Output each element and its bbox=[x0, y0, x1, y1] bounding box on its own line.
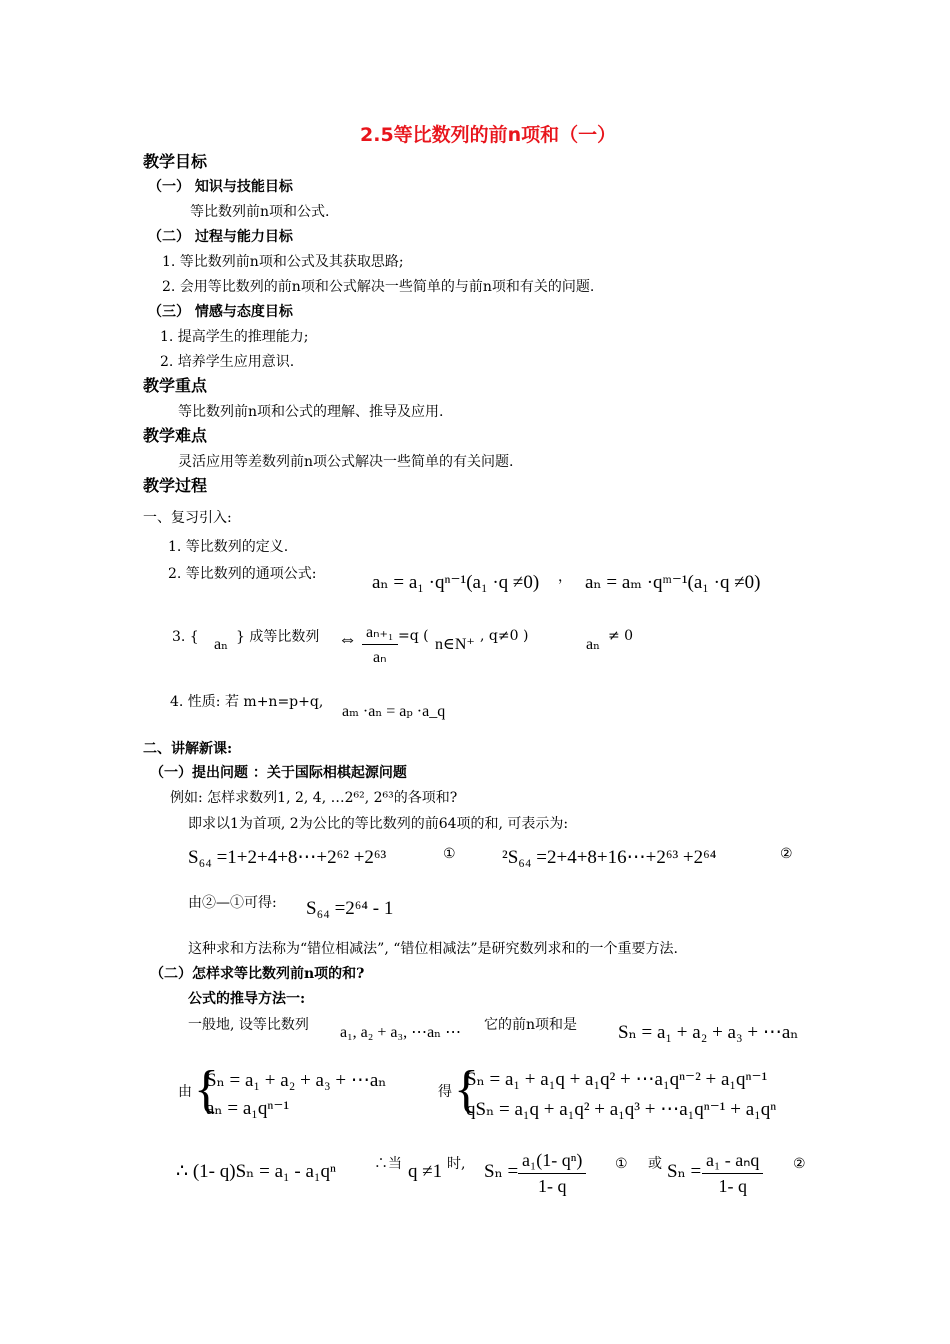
method-note: 这种求和方法称为“错位相减法”, “错位相减法”是研究数列求和的一个重要方法. bbox=[188, 941, 678, 957]
objective-item: 2. 会用等比数列的前n项和公式解决一些简单的与前n项和有关的问题. bbox=[162, 279, 595, 295]
formula-property: aₘ ·aₙ = aₚ ·a_q bbox=[342, 703, 446, 720]
fraction-numerator: aₙ₊₁ bbox=[362, 622, 398, 645]
when-label: ∴当 bbox=[374, 1156, 402, 1172]
method-heading: 公式的推导方法一: bbox=[188, 991, 306, 1007]
formula-difference: ∴ (1- q)Sₙ = a₁ - a₁qⁿ bbox=[176, 1161, 336, 1182]
fraction-sn-1 bbox=[518, 1150, 586, 1197]
review-item-1: 1. 等比数列的定义. bbox=[168, 539, 289, 555]
formula-s64: S₆₄ =1+2+4+8⋯+2⁶² +2⁶³ bbox=[188, 847, 387, 868]
fraction-denominator: 1- q bbox=[537, 1176, 567, 1196]
review-item-3-text: } 成等比数列 bbox=[236, 629, 320, 645]
left-brace: { bbox=[194, 1061, 219, 1118]
example-text-2: 即求以1为首项, 2为公比的等比数列的前64项的和, 可表示为: bbox=[188, 816, 569, 832]
objective-item: 1. 提高学生的推理能力; bbox=[160, 329, 309, 345]
iff-symbol: ⇔ bbox=[338, 629, 357, 650]
new-lesson-heading: 二、讲解新课: bbox=[143, 741, 233, 757]
separator: ， bbox=[558, 569, 572, 585]
section-heading-difficult: 教学难点 bbox=[143, 426, 208, 445]
ratio-eq: =q ( bbox=[398, 628, 429, 644]
formula-an: aₙ bbox=[214, 636, 229, 653]
section-heading-key: 教学重点 bbox=[143, 376, 208, 395]
subsection-heading-knowledge: （一） 知识与技能目标 bbox=[148, 179, 293, 195]
general-text-2: 它的前n项和是 bbox=[484, 1017, 578, 1033]
left-brace: { bbox=[454, 1061, 479, 1118]
system-2-eq-1: Sₙ = a₁ + a₁q + a₁q² + ⋯a₁qⁿ⁻² + a₁qⁿ⁻¹ bbox=[466, 1069, 768, 1090]
marker-2: ② bbox=[793, 1156, 806, 1172]
fraction-denominator: 1- q bbox=[718, 1176, 747, 1196]
objective-item: 2. 培养学生应用意识. bbox=[160, 354, 295, 370]
subsection-heading-process: （二） 过程与能力目标 bbox=[148, 229, 293, 245]
subtract-text: 由②—①可得: bbox=[188, 895, 277, 911]
sum-heading: （二）怎样求等比数列前n项的和? bbox=[150, 966, 365, 982]
key-text: 等比数列前n项和公式的理解、推导及应用. bbox=[178, 404, 444, 420]
objective-item: 等比数列前n项和公式. bbox=[190, 204, 330, 220]
marker-1: ① bbox=[443, 846, 456, 862]
marker-2: ② bbox=[780, 846, 793, 862]
review-item-4: 4. 性质: 若 m+n=p+q, bbox=[170, 694, 324, 710]
formula-s64-result: S₆₄ =2⁶⁴ - 1 bbox=[306, 898, 394, 919]
condition-q-ne-1: q ≠1 bbox=[408, 1161, 443, 1182]
review-item-3: 3. { bbox=[172, 629, 199, 645]
marker-1: ① bbox=[615, 1156, 628, 1172]
or-label: 或 bbox=[648, 1156, 662, 1172]
fraction-sn-2 bbox=[702, 1150, 763, 1197]
condition-q: , q≠0 ) bbox=[480, 628, 529, 644]
fraction-numerator: a₁ - aₙq bbox=[702, 1150, 763, 1174]
problem-heading: （一）提出问题 ：关于国际相棋起源问题 bbox=[150, 765, 407, 781]
formula-general-term-m: aₙ = aₘ ·qᵐ⁻¹(a₁ ·q ≠0) bbox=[585, 572, 761, 593]
sn-label-2: Sₙ = bbox=[667, 1161, 702, 1182]
formula-2s64: ²S₆₄ =2+4+8+16⋯+2⁶³ +2⁶⁴ bbox=[502, 847, 717, 868]
fraction-numerator: a₁(1- qⁿ) bbox=[518, 1150, 586, 1174]
review-heading: 一、复习引入: bbox=[143, 510, 232, 526]
from-label: 由 bbox=[178, 1084, 192, 1100]
general-text: 一般地, 设等比数列 bbox=[188, 1017, 309, 1033]
difficult-text: 灵活应用等差数列前n项公式解决一些简单的有关问题. bbox=[178, 454, 514, 470]
example-text: 例如: 怎样求数列1, 2, 4, …2⁶², 2⁶³的各项和? bbox=[170, 790, 458, 806]
section-heading-objectives: 教学目标 bbox=[143, 152, 208, 171]
when-label-2: 时, bbox=[447, 1156, 466, 1172]
review-item-2: 2. 等比数列的通项公式: bbox=[168, 566, 317, 582]
formula-sn: Sₙ = a₁ + a₂ + a₃ + ⋯aₙ bbox=[618, 1022, 799, 1043]
formula-general-term: aₙ = a₁ ·qⁿ⁻¹(a₁ ·q ≠0) bbox=[372, 572, 540, 593]
get-label: 得 bbox=[438, 1084, 452, 1100]
fraction-ratio bbox=[362, 622, 398, 667]
page-title: 2.5等比数列的前n项和（一） bbox=[360, 124, 617, 146]
section-heading-process: 教学过程 bbox=[143, 476, 208, 495]
sn-label: Sₙ = bbox=[484, 1161, 519, 1182]
formula-an-2: aₙ bbox=[586, 636, 601, 653]
fraction-denominator: aₙ bbox=[373, 649, 387, 666]
condition-an-ne: ≠ 0 bbox=[608, 628, 634, 644]
system-1-eq-1: Sₙ = a₁ + a₂ + a₃ + ⋯aₙ bbox=[206, 1070, 387, 1091]
system-2-eq-2: qSₙ = a₁q + a₁q² + a₁q³ + ⋯a₁qⁿ⁻¹ + a₁qⁿ bbox=[466, 1099, 777, 1120]
formula-sequence: a₁, a₂ + a₃, ⋯aₙ ⋯ bbox=[340, 1024, 462, 1041]
subsection-heading-emotion: （三） 情感与态度目标 bbox=[148, 304, 293, 320]
system-1-eq-2: aₙ = a₁qⁿ⁻¹ bbox=[206, 1098, 290, 1119]
objective-item: 1. 等比数列前n项和公式及其获取思路; bbox=[162, 254, 404, 270]
condition-n: n∈N⁺ bbox=[435, 636, 475, 653]
